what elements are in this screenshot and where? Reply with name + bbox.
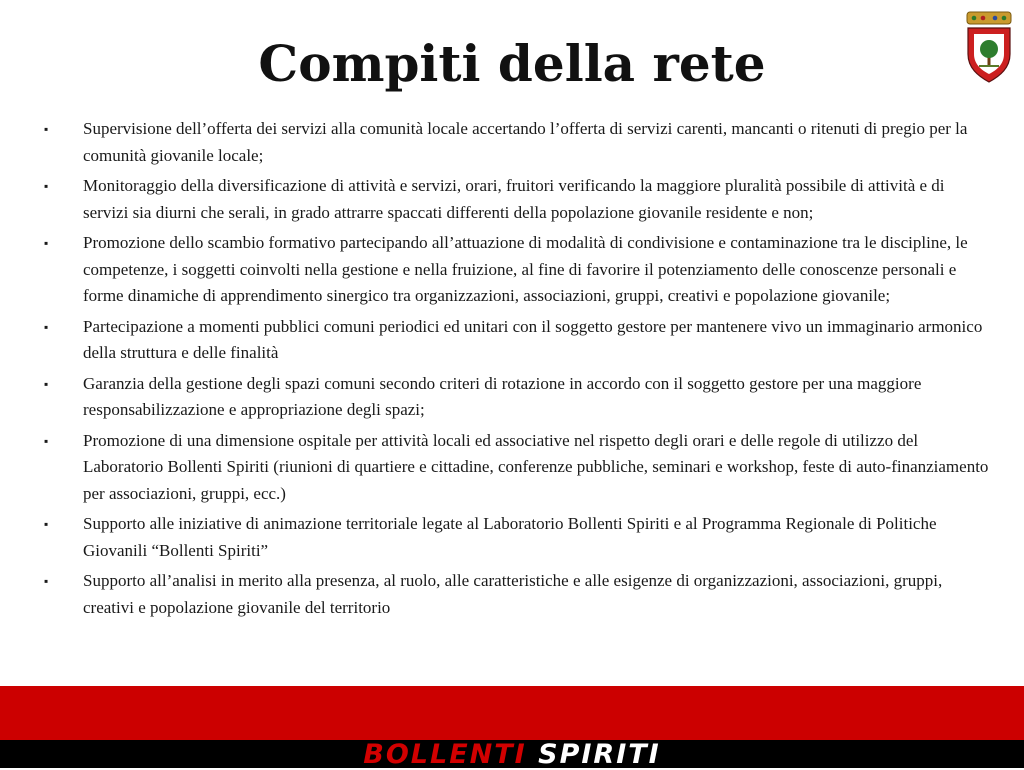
bullet-item [44, 173, 994, 226]
bullet-text: Promozione di una dimensione ospitale per attività locali ed associative nel rispetto degli orari e delle regole di utilizzo del Laboratorio Bollenti Spiriti (riunioni di quartiere e cittadine, conferenze pubbliche, seminari e workshop, feste di auto-finanziamento per associazioni, gruppi, ecc.) [83, 430, 989, 503]
brand-logo-part1: BOLLENTI [363, 739, 527, 770]
bullet-text: Supporto alle iniziative di animazione territoriale legate al Laboratorio Bollenti Spiriti e al Programma Regionale di Politiche Giovanili “Bollenti Spiriti” [83, 514, 937, 560]
bullet-item [44, 314, 994, 367]
bullet-text: Supervisione dell’offerta dei servizi alla comunità locale accertando l’offerta di servizi carenti, mancanti o ritenuti di pregio per la comunità giovanile locale; [83, 119, 968, 165]
bullet-item [44, 230, 994, 310]
bullet-text: Monitoraggio della diversificazione di attività e servizi, orari, fruitori verificando la maggiore pluralità possibile di attività e di servizi sia diurni che serali, in grado attrarre spaccati differenti della popolazione giovanile residente e non; [83, 176, 945, 222]
bullet-text: Promozione dello scambio formativo partecipando all’attuazione di modalità di condivisione e contaminazione tra le discipline, le competenze, i soggetti coinvolti nella gestione e nella fruizione, al fine di favorire il potenziamento delle conoscenze personali e forme dinamiche di apprendimento sinergico tra organizzazioni, associazioni, gruppi, creativi e popolazione giovanile; [83, 233, 968, 305]
bullet-list [44, 116, 994, 625]
bullet-marker: ▪ [44, 122, 49, 136]
bullet-text: Supporto all’analisi in merito alla presenza, al ruolo, alle caratteristiche e alle esigenze di organizzazioni, associazioni, gruppi, creativi e popolazione giovanile del territorio [83, 571, 943, 617]
bullet-item [44, 116, 994, 169]
bullet-marker: ▪ [44, 433, 49, 448]
bullet-marker: ▪ [44, 236, 49, 250]
bullet-text: Garanzia della gestione degli spazi comuni secondo criteri di rotazione in accordo con il soggetto gestore per una maggiore responsabilizzazione e appropriazione degli spazi; [83, 373, 922, 419]
bullet-item [44, 371, 994, 424]
bullet-marker: ▪ [44, 376, 49, 391]
brand-logo [0, 740, 1024, 768]
bullet-marker: ▪ [44, 574, 49, 588]
bullet-marker: ▪ [44, 179, 49, 193]
bullet-item [44, 511, 994, 564]
bullet-marker: ▪ [44, 517, 49, 531]
coat-of-arms-icon [964, 10, 1014, 84]
bullet-marker: ▪ [44, 319, 49, 334]
slide-title: Compiti della rete [258, 34, 766, 93]
bullet-item [44, 568, 994, 621]
bullet-text: Partecipazione a momenti pubblici comuni periodici ed unitari con il soggetto gestore per mantenere vivo un immaginario armonico della struttura e delle finalità [83, 316, 983, 362]
brand-logo-part2: SPIRITI [538, 739, 661, 770]
footer-red-band [0, 686, 1024, 740]
bullet-item [44, 428, 994, 508]
